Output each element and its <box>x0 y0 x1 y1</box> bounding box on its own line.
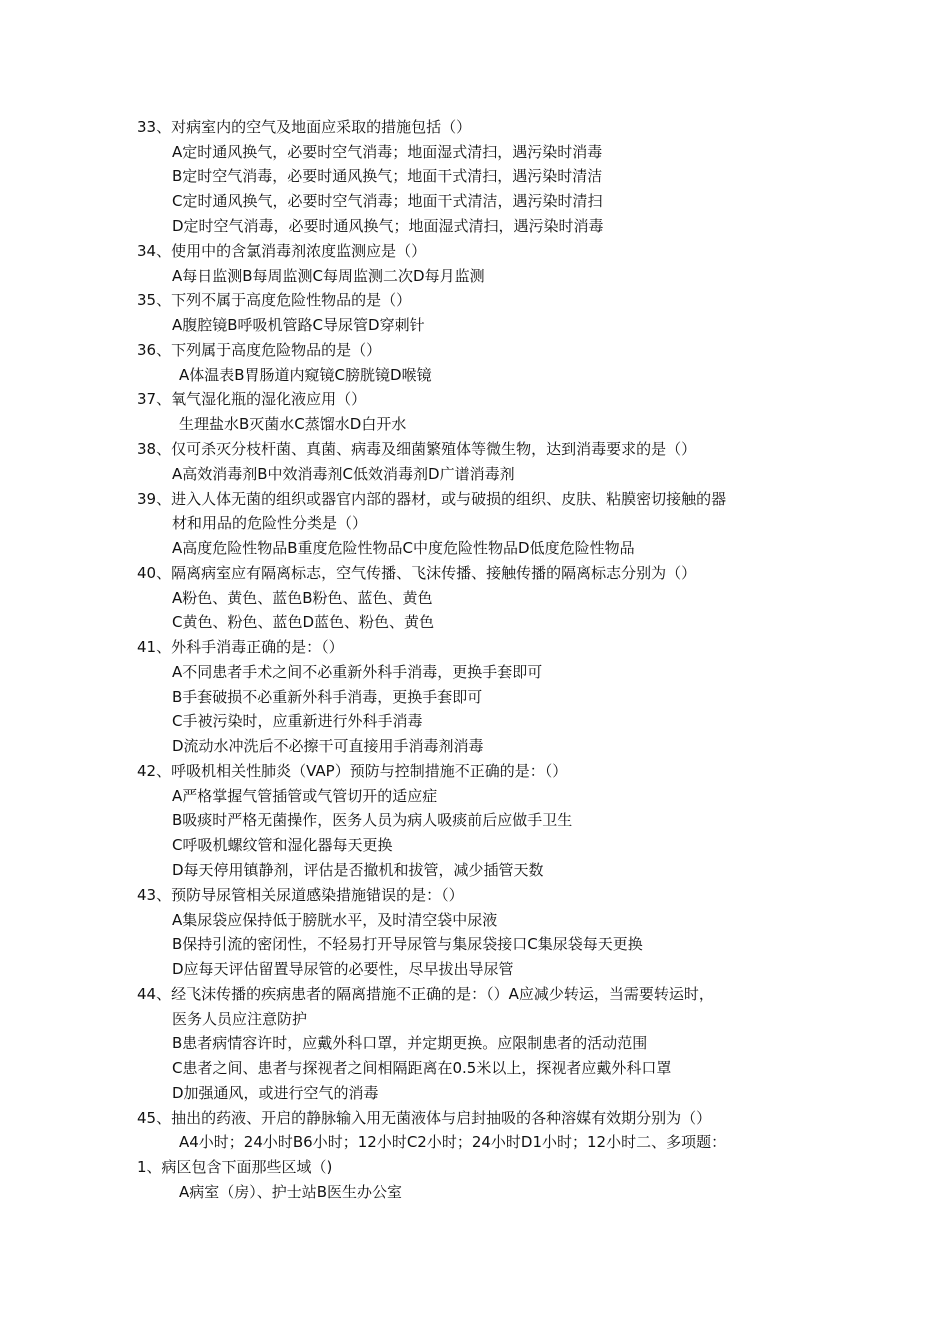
question-38: 38、仅可杀灭分枝杆菌、真菌、病毒及细菌繁殖体等微生物，达到消毒要求的是（） <box>137 440 697 458</box>
option-line: A集尿袋应保持低于膀胱水平，及时清空袋中尿液 <box>172 911 498 929</box>
question-41: 41、外科手消毒正确的是：（） <box>137 638 344 656</box>
option-line: B保持引流的密闭性，不轻易打开导尿管与集尿袋接口C集尿袋每天更换 <box>172 935 643 953</box>
question-45: 45、抽出的药液、开启的静脉输入用无菌液体与启封抽吸的各种溶媒有效期分别为（） <box>137 1109 712 1127</box>
question-39-cont: 材和用品的危险性分类是（） <box>172 514 368 532</box>
option-line: B患者病情容许时，应戴外科口罩，并定期更换。应限制患者的活动范围 <box>172 1034 648 1052</box>
option-line: A严格掌握气管插管或气管切开的适应症 <box>172 787 438 805</box>
option-line: C呼吸机螺纹管和湿化器每天更换 <box>172 836 393 854</box>
option-line: C定时通风换气，必要时空气消毒；地面干式清洁，遇污染时清扫 <box>172 192 603 210</box>
question-40: 40、隔离病室应有隔离标志，空气传播、飞沫传播、接触传播的隔离标志分别为（） <box>137 564 697 582</box>
option-line: B吸痰时严格无菌操作，医务人员为病人吸痰前后应做手卫生 <box>172 811 573 829</box>
option-line: B手套破损不必重新外科手消毒，更换手套即可 <box>172 688 483 706</box>
option-line: A高效消毒剂B中效消毒剂C低效消毒剂D广谱消毒剂 <box>172 465 515 483</box>
option-line: A定时通风换气，必要时空气消毒；地面湿式清扫，遇污染时消毒 <box>172 143 603 161</box>
option-line: B定时空气消毒，必要时通风换气；地面干式清扫，遇污染时清洁 <box>172 167 603 185</box>
multi-question-1: 1、病区包含下面那些区域（) <box>137 1158 333 1176</box>
option-line: A高度危险性物品B重度危险性物品C中度危险性物品D低度危险性物品 <box>172 539 635 557</box>
option-line: D每天停用镇静剂，评估是否撤机和拔管，减少插管天数 <box>172 861 544 879</box>
option-line: A粉色、黄色、蓝色B粉色、蓝色、黄色 <box>172 589 433 607</box>
option-line: D应每天评估留置导尿管的必要性，尽早拔出导尿管 <box>172 960 514 978</box>
question-37: 37、氧气湿化瓶的湿化液应用（） <box>137 390 367 408</box>
option-line: C患者之间、患者与探视者之间相隔距离在0.5米以上，探视者应戴外科口罩 <box>172 1059 672 1077</box>
question-43: 43、预防导尿管相关尿道感染措施错误的是：（） <box>137 886 464 904</box>
option-line: A4小时；24小时B6小时；12小时C2小时；24小时D1小时；12小时二、多项题： <box>179 1133 727 1151</box>
question-39: 39、进入人体无菌的组织或器官内部的器材，或与破损的组织、皮肤、粘膜密切接触的器 <box>137 490 727 508</box>
option-line: C手被污染时，应重新进行外科手消毒 <box>172 712 423 730</box>
question-35: 35、下列不属于高度危险性物品的是（） <box>137 291 412 309</box>
question-44: 44、经飞沫传播的疾病患者的隔离措施不正确的是：（）A应减少转运，当需要转运时， <box>137 985 714 1003</box>
question-34: 34、使用中的含氯消毒剂浓度监测应是（） <box>137 242 427 260</box>
option-line: A体温表B胃肠道内窥镜C膀胱镜D喉镜 <box>179 366 432 384</box>
option-line: A病室（房）、护士站B医生办公室 <box>179 1183 403 1201</box>
option-line: C黄色、粉色、蓝色D蓝色、粉色、黄色 <box>172 613 435 631</box>
question-33: 33、对病室内的空气及地面应采取的措施包括（） <box>137 118 472 136</box>
option-line: 医务人员应注意防护 <box>172 1010 308 1028</box>
option-line: A不同患者手术之间不必重新外科手消毒，更换手套即可 <box>172 663 543 681</box>
option-line: 生理盐水B灭菌水C蒸馏水D白开水 <box>179 415 407 433</box>
option-line: D加强通风，或进行空气的消毒 <box>172 1084 379 1102</box>
option-line: A腹腔镜B呼吸机管路C导尿管D穿刺针 <box>172 316 425 334</box>
question-42: 42、呼吸机相关性肺炎（VAP）预防与控制措施不正确的是：（） <box>137 762 568 780</box>
option-line: D流动水冲洗后不必擦干可直接用手消毒剂消毒 <box>172 737 484 755</box>
option-line: A每日监测B每周监测C每周监测二次D每月监测 <box>172 267 485 285</box>
option-line: D定时空气消毒，必要时通风换气；地面湿式清扫，遇污染时消毒 <box>172 217 604 235</box>
question-36: 36、下列属于高度危险物品的是（） <box>137 341 382 359</box>
